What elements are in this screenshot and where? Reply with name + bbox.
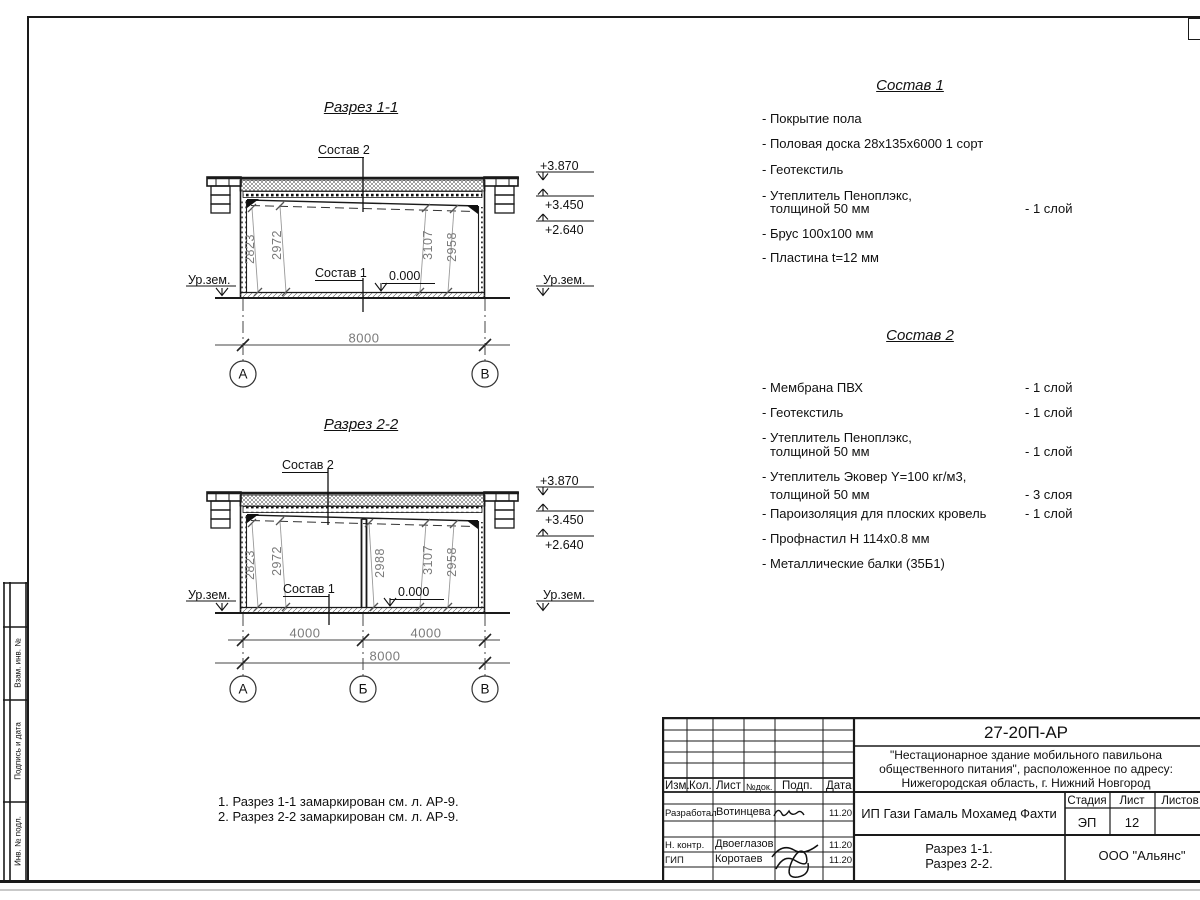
axis-bubble-a-s2: А (238, 681, 248, 697)
tb-header-kol: Кол. (689, 780, 712, 792)
tb-name-gip: Коротаев (715, 853, 763, 865)
dim-3107-s2: 3107 (421, 545, 435, 575)
sostav2-item: - Пароизоляция для плоских кровель (762, 506, 987, 521)
dim-2972: 2972 (270, 230, 284, 260)
axis-bubble-a: А (238, 366, 248, 382)
section2-ground-left: Ур.зем. (188, 588, 231, 602)
section2-title: Разрез 2-2 (323, 416, 399, 433)
sostav1-item: - Половая доска 28х135х6000 1 сорт (762, 136, 984, 151)
sostav1-title: Состав 1 (876, 77, 944, 94)
note-line-2: 2. Разрез 2-2 замаркирован см. л. АР-9. (218, 809, 459, 824)
sostav2-item-line2: толщиной 50 мм (770, 444, 870, 459)
sostav1-item: - Утеплитель Пеноплэкс, (762, 188, 912, 203)
section1-sostav1-label: Состав 1 (315, 266, 367, 280)
side-stamp-inv: Инв. № подл. (13, 816, 23, 866)
sostav1-item: - Геотекстиль (762, 162, 844, 177)
frame-top (27, 16, 1200, 18)
sostav1-item: - Брус 100х100 мм (762, 226, 874, 241)
sostav1-item-qty: - 1 слой (1025, 201, 1073, 216)
sostav2-item-line2: толщиной 50 мм (770, 487, 870, 502)
sostav2-item: - Утеплитель Пеноплэкс, (762, 430, 912, 445)
tb-role-ncontrol: Н. контр. (665, 840, 705, 851)
tb-role-developer: Разработал (665, 808, 717, 819)
dim-2972-s2: 2972 (270, 546, 284, 576)
section-2-2-linework (160, 400, 640, 710)
section1-title: Разрез 1-1 (323, 99, 399, 116)
tb-organization: ООО "Альянс" (1098, 848, 1186, 863)
sostav1-item: - Пластина t=12 мм (762, 250, 879, 265)
tb-sheet-title-line1: Разрез 1-1. (925, 841, 993, 856)
section1-elevation-mid: +3.450 (545, 198, 584, 212)
sostav2-item: - Мембрана ПВХ (762, 380, 863, 395)
side-stamp (3, 582, 27, 881)
section2-elevation-top: +3.870 (540, 474, 579, 488)
tb-header-list: Лист (716, 780, 741, 792)
sostav2-item-qty: - 1 слой (1025, 405, 1073, 420)
sostav2-item: - Профнастил Н 114х0.8 мм (762, 531, 930, 546)
section2-elevation-mid: +3.450 (545, 513, 584, 527)
sostav1-item-line2: толщиной 50 мм (770, 201, 870, 216)
frame-left (27, 16, 29, 882)
section-1-1-linework (160, 85, 640, 400)
tb-stage-value: ЭП (1077, 815, 1097, 830)
section2-zero-level: 0.000 (390, 585, 444, 600)
section1-ground-right: Ур.зем. (543, 273, 586, 287)
dim-span-8000-s2: 8000 (369, 648, 401, 664)
axis-bubble-b-s2: Б (358, 681, 368, 697)
dim-2988-s2: 2988 (373, 548, 387, 578)
corner-code-box (1188, 18, 1200, 40)
tb-role-gip: ГИП (665, 855, 684, 866)
dim-3107: 3107 (421, 230, 435, 260)
sostav2-item: - Геотекстиль (762, 405, 844, 420)
dim-span-4000-right: 4000 (410, 625, 442, 641)
section2-ground-right: Ур.зем. (543, 588, 586, 602)
tb-project-line3: Нижегородская область, г. Нижний Новгород (901, 776, 1151, 790)
sostav2-item-qty: - 3 слоя (1025, 487, 1073, 502)
page-edge-shadow (0, 889, 1200, 891)
side-stamp-vzam: Взам. инв. № (13, 638, 23, 688)
section1-sostav2-label: Состав 2 (318, 143, 370, 157)
tb-date-gip: 11.20 (829, 855, 853, 866)
tb-header-podp: Подп. (782, 780, 813, 792)
tb-name-developer: Вотинцева (716, 806, 771, 818)
signature-flourish (772, 845, 818, 877)
tb-doc-code: 27-20П-АР (983, 723, 1069, 742)
note-line-1: 1. Разрез 1-1 замаркирован см. л. АР-9. (218, 794, 459, 809)
tb-sheet-label: Лист (1119, 795, 1145, 807)
dim-2823: 2823 (243, 234, 257, 264)
tb-sheet-title-line2: Разрез 2-2. (925, 856, 993, 871)
tb-stage-label: Стадия (1067, 795, 1107, 807)
axis-bubble-v: В (480, 366, 490, 382)
tb-name-ncontrol: Двоеглазов (715, 838, 774, 850)
sostav2-title: Состав 2 (886, 327, 954, 344)
tb-project-line2: общественного питания", расположенное по адресу: (879, 762, 1173, 776)
dim-span-8000: 8000 (348, 330, 380, 346)
tb-client: ИП Гази Гамаль Мохамед Фахти (861, 806, 1057, 821)
section1-zero-level: 0.000 (382, 269, 435, 284)
section2-sostav1-label: Состав 1 (283, 582, 335, 596)
title-block (662, 717, 1200, 881)
signature-votintseva (774, 810, 804, 816)
notes (218, 794, 459, 824)
side-stamp-podpis: Подпись и дата (13, 722, 23, 780)
tb-date-developer: 11.20 (829, 808, 853, 819)
dim-2958-s2: 2958 (445, 547, 459, 577)
tb-header-data: Дата (826, 780, 852, 792)
section2-sostav2-label: Состав 2 (282, 458, 334, 472)
section1-ground-left: Ур.зем. (188, 273, 231, 287)
tb-header-ndok: №док. (746, 782, 773, 792)
tb-header-izm: Изм. (665, 780, 690, 792)
dim-2823-s2: 2823 (243, 550, 257, 580)
section1-elevation-top: +3.870 (540, 159, 579, 173)
tb-date-ncontrol: 11.20 (829, 840, 853, 851)
dim-2958: 2958 (445, 232, 459, 262)
sostav2-item-qty: - 1 слой (1025, 506, 1073, 521)
axis-bubble-v-s2: В (480, 681, 490, 697)
dim-span-4000-left: 4000 (289, 625, 321, 641)
sostav1-item: - Покрытие пола (762, 111, 862, 126)
tb-sheet-value: 12 (1124, 815, 1140, 830)
tb-sheets-label: Листов (1161, 795, 1199, 807)
section1-elevation-low: +2.640 (545, 223, 584, 237)
sostav2-item-qty: - 1 слой (1025, 444, 1073, 459)
section2-elevation-low: +2.640 (545, 538, 584, 552)
tb-project-line1: "Нестационарное здание мобильного павильона (889, 748, 1163, 762)
sostav2-item: - Утеплитель Эковер Y=100 кг/м3, (762, 469, 967, 484)
sostav2-item-qty: - 1 слой (1025, 380, 1073, 395)
sostav2-item: - Металлические балки (35Б1) (762, 556, 945, 571)
